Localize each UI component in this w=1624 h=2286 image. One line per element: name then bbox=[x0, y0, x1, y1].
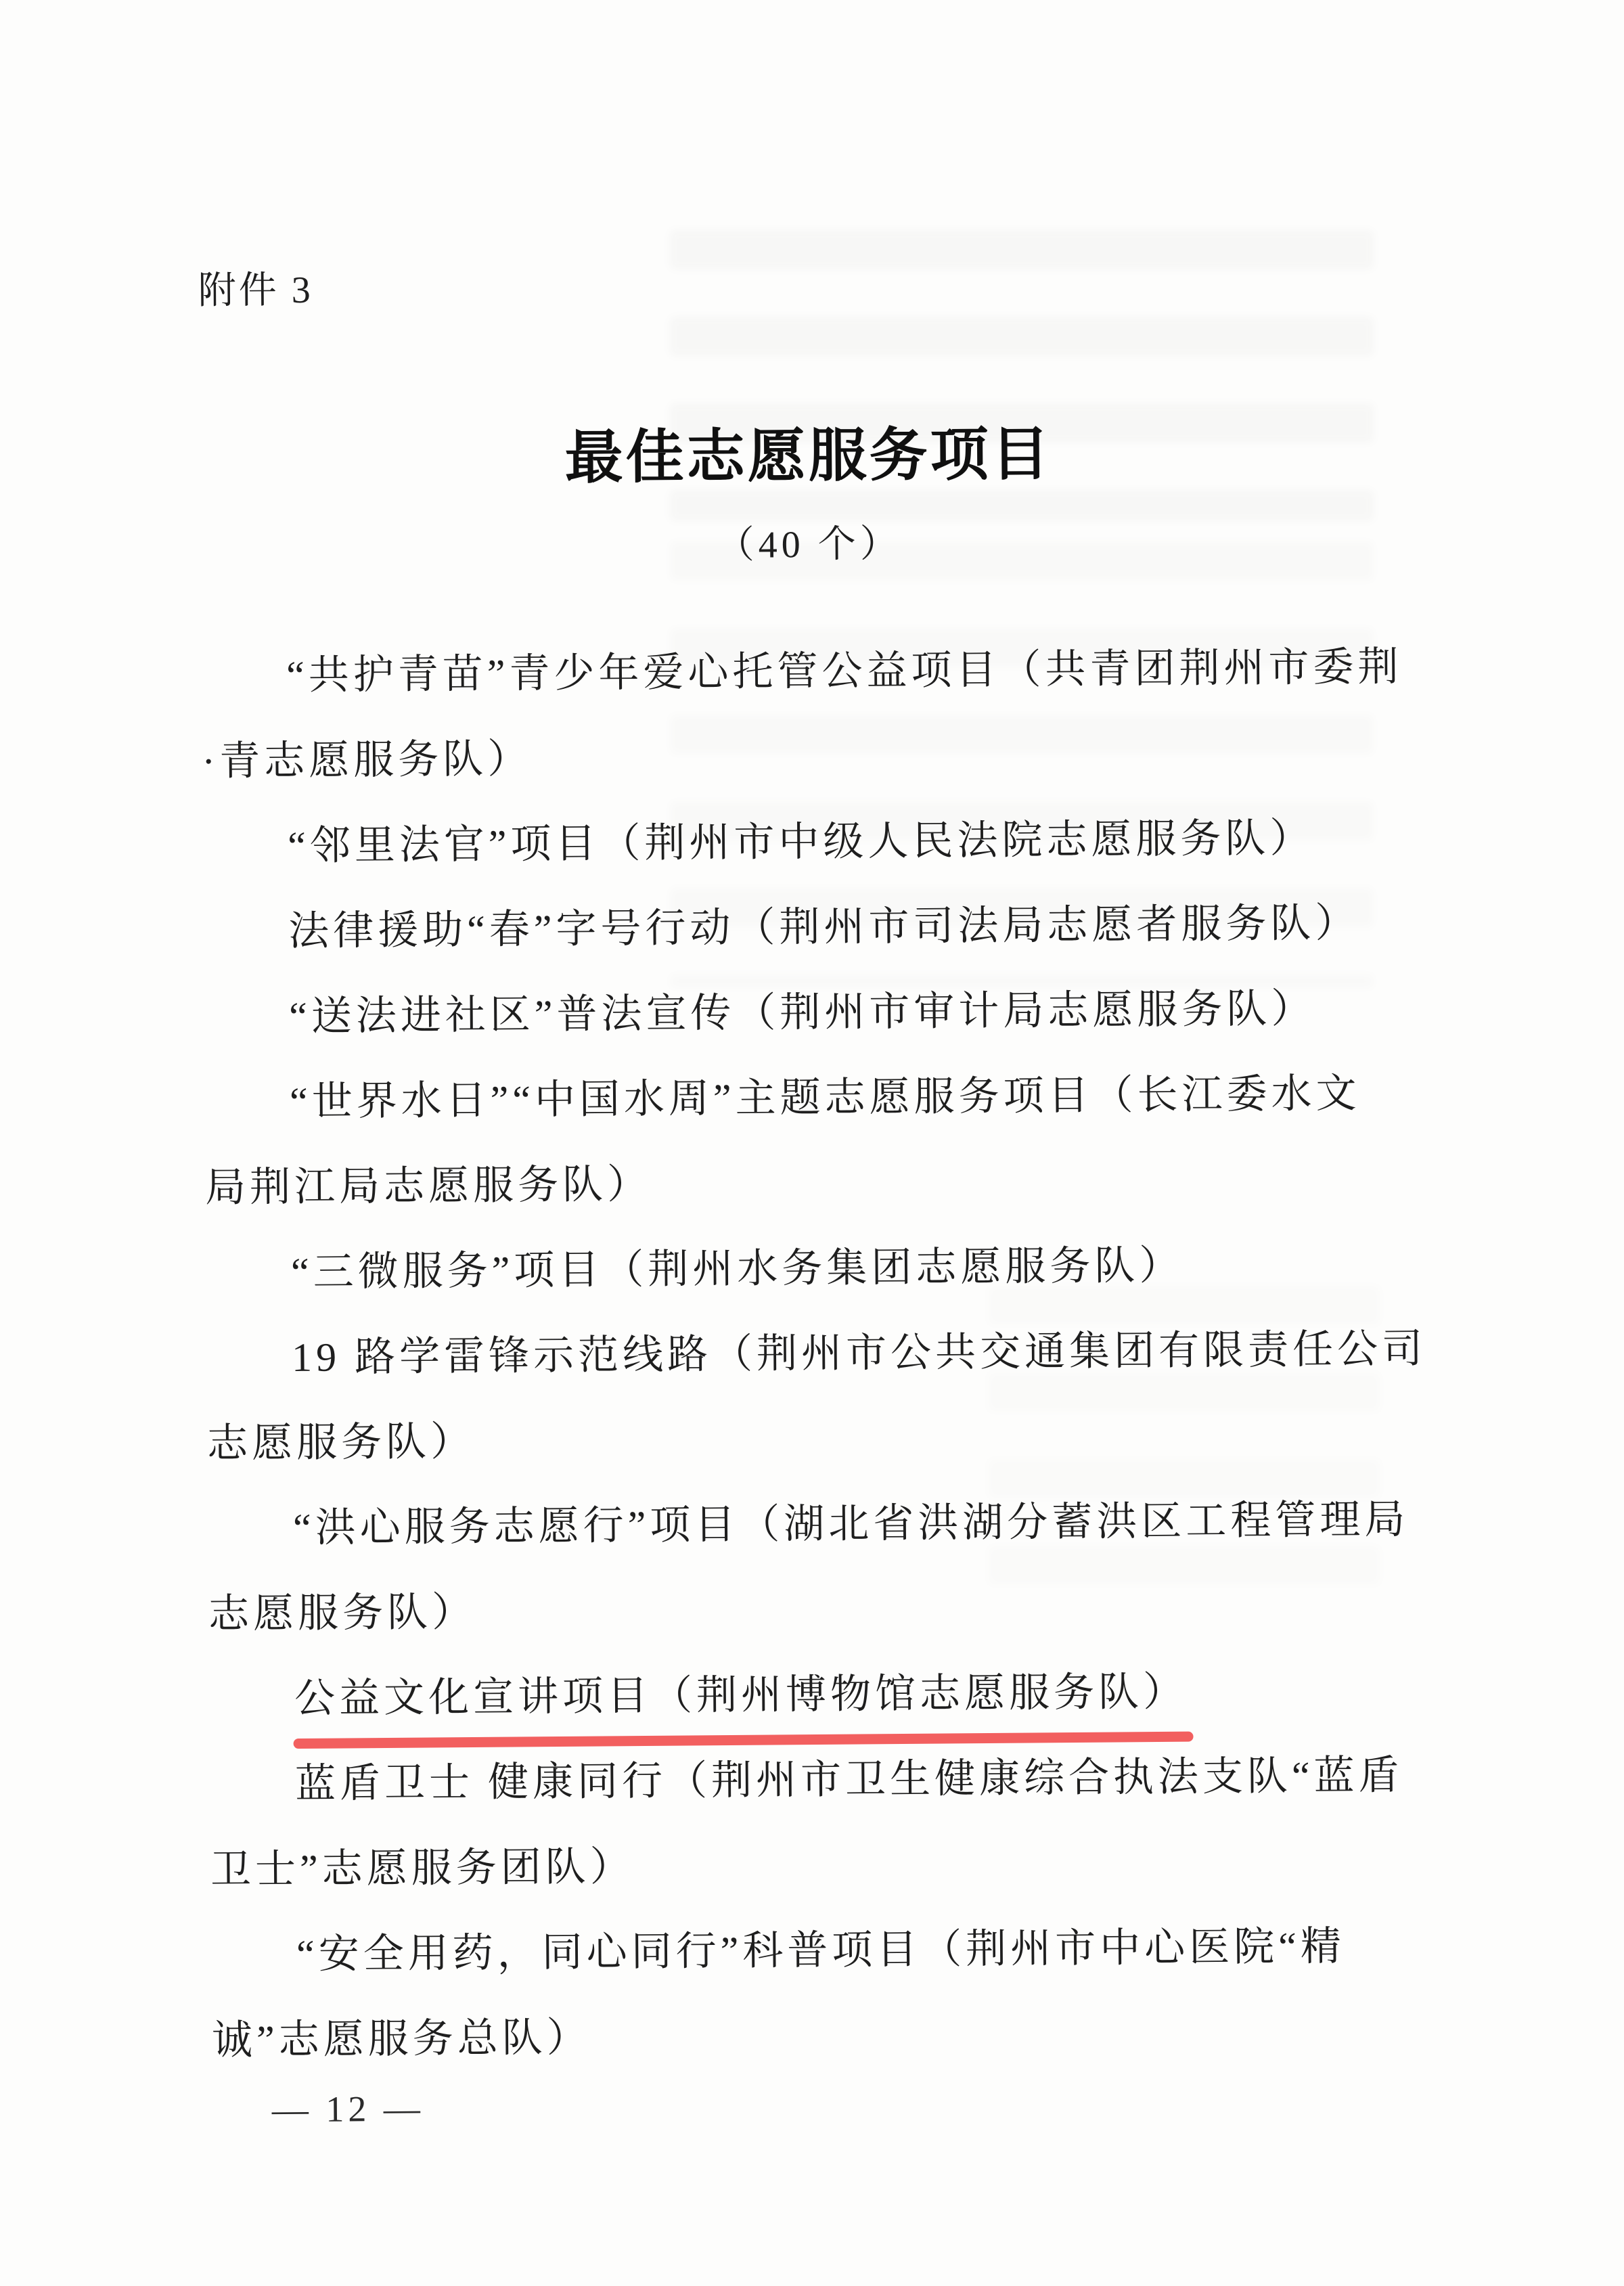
list-item-highlighted bbox=[209, 1644, 1428, 1739]
list-item-text: “送法进社区”普法宣传（荆州市审计局志愿服务队） bbox=[288, 986, 1316, 1039]
list-item bbox=[204, 962, 1422, 1056]
list-item bbox=[203, 876, 1422, 971]
list-item bbox=[205, 1132, 1424, 1227]
list-item bbox=[206, 1217, 1424, 1312]
list-item-text: 诚”志愿服务总队） bbox=[211, 2015, 591, 2063]
highlighted-item-text: 公益文化宣讲项目（荆州博物馆志愿服务队） bbox=[294, 1659, 1188, 1724]
list-item bbox=[208, 1559, 1427, 1653]
list-item-text: 卫士”志愿服务团队） bbox=[210, 1844, 635, 1893]
list-item bbox=[208, 1473, 1426, 1568]
list-item-text: 局荆江局志愿服务队） bbox=[204, 1161, 652, 1211]
page-subtitle: （40 个） bbox=[716, 522, 902, 567]
list-item-text: 志愿服务队） bbox=[208, 1589, 477, 1637]
list-item bbox=[212, 1985, 1430, 2080]
list-item bbox=[207, 1388, 1426, 1483]
list-item-text: “安全用药，同心同行”科普项目（荆州市中心医院“精 bbox=[296, 1923, 1346, 1977]
page-number: — 12 — bbox=[271, 2088, 425, 2130]
list-item-text: 法律援助“春”字号行动（荆州市司法局志愿者服务队） bbox=[288, 900, 1360, 954]
list-item-text: “三微服务”项目（荆州水务集团志愿服务队） bbox=[290, 1242, 1184, 1295]
list-item-text: 19 路学雷锋示范线路（荆州市公共交通集团有限责任公司 bbox=[291, 1326, 1427, 1381]
list-item bbox=[202, 791, 1421, 886]
project-list bbox=[201, 621, 1430, 2080]
page-title: 最佳志愿服务项目 bbox=[564, 422, 1053, 491]
list-item-text: “共护青苗”青少年爱心托管公益项目（共青团荆州市委荆 bbox=[286, 644, 1403, 698]
list-item bbox=[211, 1900, 1430, 1994]
list-item-text: “世界水日”“中国水周”主题志愿服务项目（长江委水文 bbox=[289, 1071, 1361, 1125]
list-item-text: 蓝盾卫士 健康同行（荆州市卫生健康综合执法支队“蓝盾 bbox=[294, 1753, 1403, 1807]
list-item bbox=[206, 1303, 1425, 1397]
list-item bbox=[201, 621, 1420, 715]
list-item bbox=[202, 706, 1420, 801]
list-item bbox=[204, 1047, 1423, 1142]
list-item bbox=[210, 1814, 1429, 1909]
list-item-text: “洪心服务志愿行”项目（湖北省洪湖分蓄洪区工程管理局 bbox=[292, 1497, 1409, 1551]
list-item-text: 志愿服务队） bbox=[206, 1418, 476, 1466]
attachment-label: 附件 3 bbox=[198, 269, 313, 313]
list-item-text: “邻里法官”项目（荆州市中级人民法院志愿服务队） bbox=[287, 815, 1315, 869]
list-item-text: ·青志愿服务队） bbox=[201, 736, 533, 784]
